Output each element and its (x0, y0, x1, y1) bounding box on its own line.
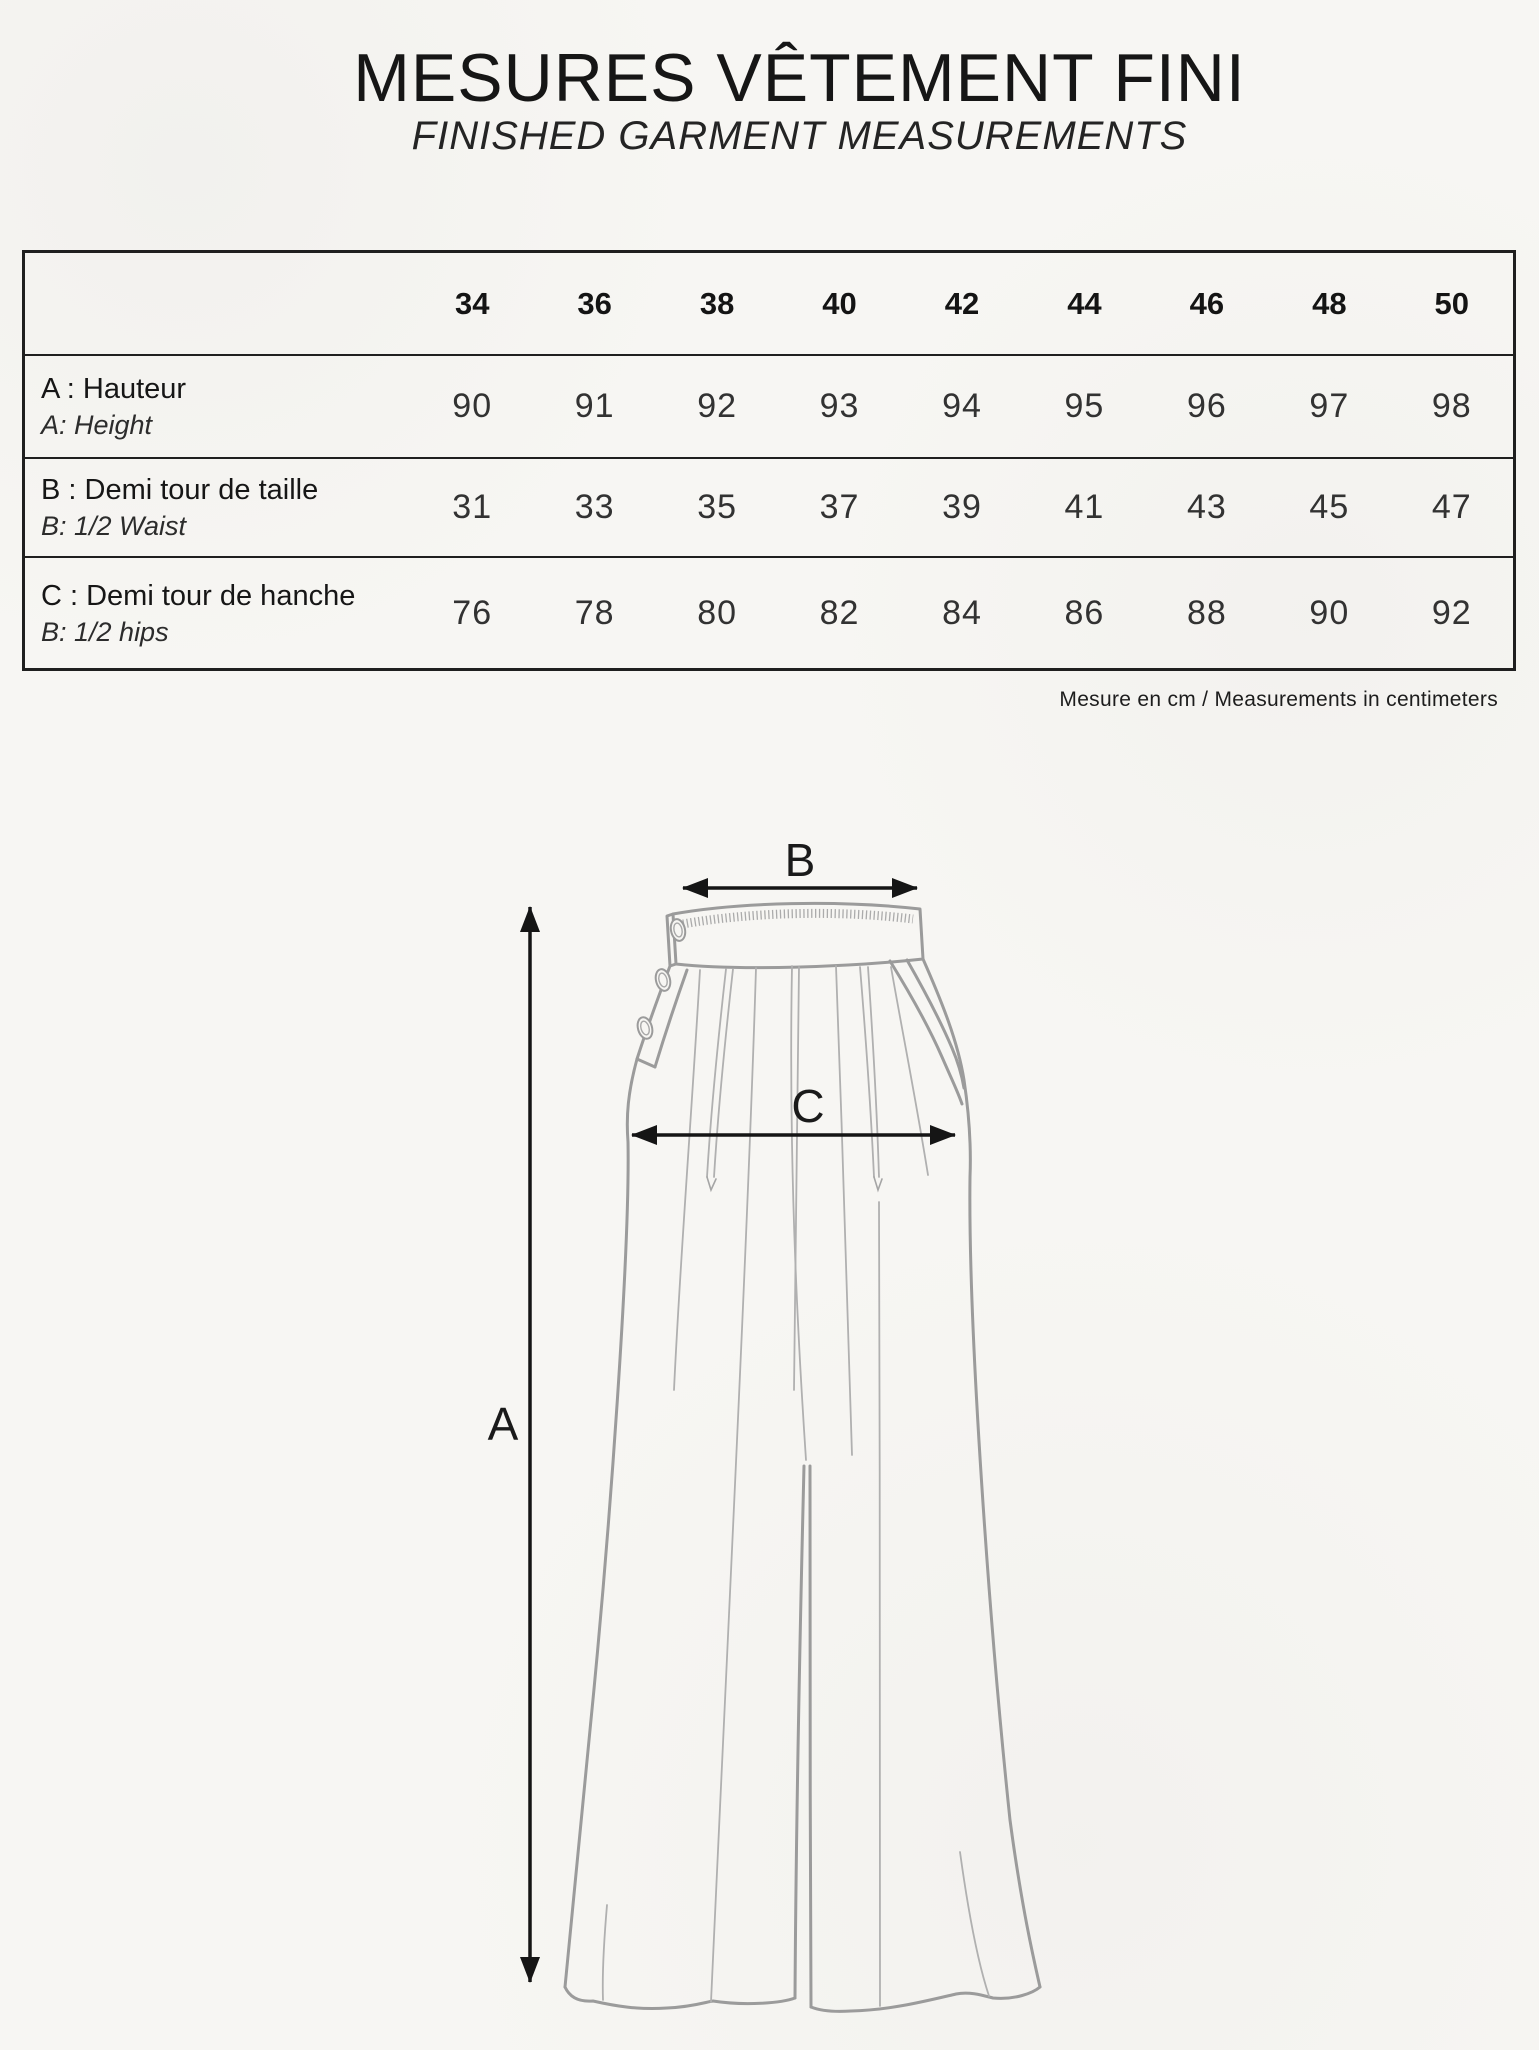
size-header: 38 (699, 285, 735, 321)
corner-cell (25, 253, 411, 354)
size-header: 46 (1189, 285, 1225, 321)
value-cell: 94 (942, 387, 982, 425)
size-header: 36 (577, 285, 612, 321)
row-label-en: A: Height (41, 410, 153, 440)
size-header: 40 (822, 285, 857, 321)
value-cell: 35 (697, 488, 738, 526)
waistband-stitching (683, 913, 913, 924)
value-cell: 90 (1309, 593, 1350, 632)
table-row-half-hips (25, 556, 1513, 668)
value-cell: 95 (1064, 387, 1105, 425)
value-cell: 43 (1186, 488, 1227, 526)
pocket-opening-inner (907, 960, 964, 1088)
value-cell: 31 (452, 488, 493, 526)
value-cell: 93 (819, 387, 860, 425)
value-cell: 92 (1431, 593, 1472, 632)
button-placket (635, 918, 687, 1067)
trousers-technical-drawing (380, 830, 1180, 2045)
units-caption: Mesure en cm / Measurements in centimeters (1059, 688, 1498, 711)
value-cell: 78 (574, 593, 615, 632)
size-header: 34 (454, 285, 490, 321)
size-header: 48 (1312, 285, 1347, 321)
row-label-en: B: 1/2 Waist (41, 511, 187, 541)
table-row-half-waist (25, 457, 1513, 556)
row-label-fr: B : Demi tour de taille (41, 474, 319, 506)
size-header: 42 (944, 285, 980, 321)
size-header-row (25, 253, 1513, 354)
value-cell: 76 (452, 593, 493, 632)
hem-right (811, 1987, 1040, 2011)
row-label (25, 558, 411, 668)
inner-leg-right (810, 1466, 811, 2007)
value-cell: 97 (1309, 387, 1350, 425)
row-label-fr: A : Hauteur (41, 373, 187, 405)
button-icon (654, 968, 673, 993)
page-title: MESURES VÊTEMENT FINI (353, 40, 1246, 116)
value-cell: 91 (574, 387, 615, 425)
waistband (667, 903, 923, 967)
value-cell: 45 (1309, 488, 1350, 526)
value-cell: 84 (942, 593, 982, 632)
value-cell: 96 (1186, 387, 1227, 425)
value-cell: 92 (697, 387, 738, 425)
row-label-en: B: 1/2 hips (41, 616, 169, 647)
row-label-fr: C : Demi tour de hanche (41, 579, 356, 612)
size-header: 50 (1434, 285, 1469, 321)
label-waist: B (784, 834, 816, 886)
size-header: 44 (1067, 285, 1102, 321)
button-icon (669, 918, 687, 942)
row-label (25, 356, 411, 457)
value-cell: 41 (1064, 488, 1105, 526)
value-cell: 88 (1186, 593, 1227, 632)
value-cell: 86 (1064, 593, 1105, 632)
label-height: A (487, 1398, 519, 1450)
page-subtitle: FINISHED GARMENT MEASUREMENTS (411, 114, 1188, 158)
row-label (25, 459, 411, 556)
value-cell: 37 (819, 488, 860, 526)
value-cell: 98 (1431, 387, 1472, 425)
value-cell: 90 (452, 387, 493, 425)
value-cell: 80 (697, 593, 738, 632)
label-hips: C (791, 1080, 825, 1132)
value-cell: 47 (1431, 488, 1472, 526)
inner-leg-left (795, 1466, 804, 1998)
value-cell: 33 (574, 488, 615, 526)
value-cell: 82 (819, 593, 860, 632)
value-cell: 39 (942, 488, 982, 526)
hem-left (565, 1987, 795, 2009)
measurements-table (22, 250, 1516, 671)
table-row-height (25, 354, 1513, 457)
